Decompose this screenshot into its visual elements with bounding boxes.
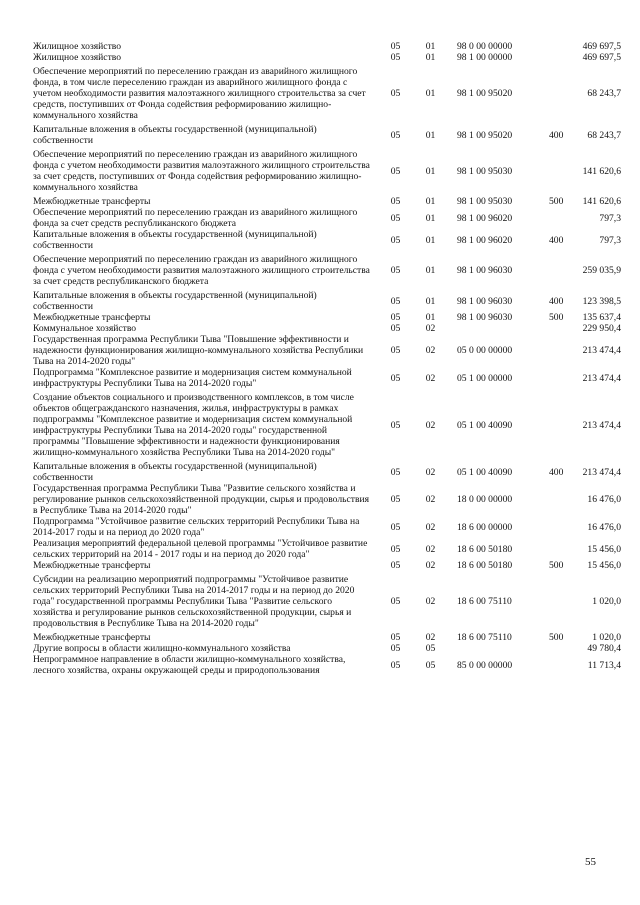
item-name: Обеспечение мероприятий по переселению граждан из аварийного жилищного фонда, в том числе переселению граждан из аварийного жилищного фонда с учетом необходимости развития малоэтажного жилищного строительства за счет средств, поступивших от Фонда содействия реформированию жилищно-коммунального хозяйства — [33, 66, 366, 121]
target-article-code: 98 1 00 95030 — [457, 196, 513, 207]
target-article-code: 98 1 00 95020 — [457, 88, 513, 99]
item-name: Жилищное хозяйство — [33, 41, 122, 52]
section-code: 05 — [390, 521, 401, 533]
target-article-code: 98 1 00 00000 — [457, 52, 513, 63]
section-code: 05 — [390, 659, 401, 671]
budget-table — [33, 41, 621, 676]
amount: 213 474,4 — [582, 372, 621, 384]
expense-type-code — [549, 389, 576, 458]
table-row — [33, 643, 621, 654]
subsection-code: 02 — [425, 494, 436, 505]
expense-type-code: 400 — [549, 295, 564, 307]
amount: 797,3 — [599, 234, 621, 246]
page-number: 55 — [585, 856, 596, 868]
table-row — [33, 629, 621, 643]
amount: 213 474,4 — [582, 466, 621, 478]
target-article-code: 18 6 00 00000 — [457, 521, 513, 533]
amount: 68 243,7 — [587, 129, 621, 141]
target-article-code: 98 1 00 95030 — [457, 165, 513, 177]
target-article-code: 85 0 00 00000 — [457, 659, 513, 671]
item-name: Создание объектов социального и производственного комплексов, в том числе объектов общегражданского назначения, жилья, инфраструктуры в рамках подпрограммы "Комплексное развитие и модернизация систем коммунальной инфраструктуры Республики Тыва на 2014-2020 годы" государственной программы "Повышение эффективности и надежности функционирования жилищно-коммунального хозяйства Республики Тыва на 2014-2020 годы" — [33, 392, 354, 458]
subsection-code: 02 — [425, 466, 436, 478]
amount: 259 035,9 — [582, 265, 621, 276]
table-row — [33, 287, 621, 312]
expense-type-code — [549, 63, 576, 121]
table-row — [33, 41, 621, 52]
item-name: Капитальные вложения в объекты государственной (муниципальной) собственности — [33, 290, 317, 312]
amount: 135 637,4 — [582, 312, 621, 323]
item-name: Жилищное хозяйство — [33, 52, 122, 63]
expense-type-code: 500 — [549, 632, 564, 643]
target-article-code: 18 6 00 50180 — [457, 560, 513, 571]
section-code: 05 — [390, 543, 401, 555]
table-row — [33, 193, 621, 207]
item-name: Субсидии на реализацию мероприятий подпрограммы "Устойчивое развитие сельских территорий Республики Тыва на 2014-2017 годы и на период до 2020 года" государственной программы Республики Тыва "Развитие сельского хозяйства и регулирование рынков сельскохозяйственной продукции, сырья и продовольствия в Республике Тыва на 2014-2020 годы" — [33, 574, 355, 629]
section-code: 05 — [390, 419, 401, 431]
subsection-code: 01 — [425, 41, 436, 52]
expense-type-code — [549, 323, 576, 334]
section-code: 05 — [390, 372, 401, 384]
amount: 213 474,4 — [582, 345, 621, 356]
subsection-code: 01 — [425, 234, 436, 246]
expense-type-code — [549, 643, 576, 654]
amount: 1 020,0 — [592, 596, 621, 607]
expense-type-code — [549, 334, 576, 367]
subsection-code: 05 — [425, 659, 436, 671]
table-row — [33, 334, 621, 367]
subsection-code: 02 — [425, 543, 436, 555]
subsection-code: 02 — [425, 632, 436, 643]
expense-type-code: 500 — [549, 196, 564, 207]
expense-type-code: 500 — [549, 312, 564, 323]
table-row — [33, 367, 621, 389]
item-name: Обеспечение мероприятий по переселению граждан из аварийного жилищного фонда с учетом необходимости развития малоэтажного жилищного строительства за счет средств, поступивших от Фонда содействия реформированию жилищно-коммунального хозяйства — [33, 149, 370, 193]
item-name: Подпрограмма "Комплексное развитие и модернизация систем коммунальной инфраструктуры Республики Тыва на 2014-2020 годы" — [33, 367, 352, 389]
subsection-code: 05 — [425, 643, 436, 654]
amount: 16 476,0 — [587, 494, 621, 505]
expense-type-code — [549, 538, 576, 560]
subsection-code: 01 — [425, 312, 436, 323]
target-article-code: 98 1 00 96020 — [457, 234, 513, 246]
section-code: 05 — [390, 129, 401, 141]
section-code: 05 — [390, 345, 401, 356]
expense-type-code — [549, 146, 576, 193]
table-row — [33, 121, 621, 146]
expense-type-code — [549, 207, 576, 229]
target-article-code: 98 0 00 00000 — [457, 41, 513, 52]
subsection-code: 01 — [425, 52, 436, 63]
target-article-code: 05 1 00 40090 — [457, 419, 513, 431]
section-code: 05 — [390, 41, 401, 52]
section-code: 05 — [390, 196, 401, 207]
item-name: Непрограммное направление в области жилищно-коммунального хозяйства, лесного хозяйства, охраны окружающей среды и природопользования — [33, 654, 346, 676]
amount: 15 456,0 — [587, 560, 621, 571]
section-code: 05 — [390, 323, 401, 334]
amount: 11 713,4 — [587, 659, 621, 671]
item-name: Межбюджетные трансферты — [33, 312, 151, 323]
section-code: 05 — [390, 643, 401, 654]
expense-type-code — [549, 483, 576, 516]
amount: 68 243,7 — [587, 88, 621, 99]
item-name: Другие вопросы в области жилищно-коммунального хозяйства — [33, 643, 291, 654]
item-name: Капитальные вложения в объекты государственной (муниципальной) собственности — [33, 229, 317, 251]
expense-type-code: 400 — [549, 466, 564, 478]
subsection-code: 02 — [425, 372, 436, 384]
subsection-code: 01 — [425, 88, 436, 99]
table-row — [33, 458, 621, 483]
target-article-code: 98 1 00 96020 — [457, 212, 513, 224]
table-row — [33, 516, 621, 538]
subsection-code: 02 — [425, 596, 436, 607]
section-code: 05 — [390, 52, 401, 63]
section-code: 05 — [390, 165, 401, 177]
amount: 469 697,5 — [582, 41, 621, 52]
item-name: Межбюджетные трансферты — [33, 632, 151, 643]
target-article-code: 18 6 00 75110 — [457, 632, 512, 643]
table-row — [33, 63, 621, 121]
table-row — [33, 229, 621, 251]
subsection-code: 02 — [425, 345, 436, 356]
expense-type-code — [549, 516, 576, 538]
section-code: 05 — [390, 234, 401, 246]
amount: 141 620,6 — [582, 196, 621, 207]
expense-type-code: 400 — [549, 234, 564, 246]
amount: 229 950,4 — [582, 323, 621, 334]
target-article-code: 98 1 00 96030 — [457, 312, 513, 323]
expense-type-code — [549, 41, 576, 52]
subsection-code: 02 — [425, 323, 436, 334]
item-name: Реализация мероприятий федеральной целевой программы "Устойчивое развитие сельских территорий на 2014 - 2017 годы и на период до 2020 года" — [33, 538, 368, 560]
amount: 49 780,4 — [587, 643, 621, 654]
section-code: 05 — [390, 295, 401, 307]
section-code: 05 — [390, 466, 401, 478]
section-code: 05 — [390, 212, 401, 224]
expense-type-code — [549, 571, 576, 629]
table-row — [33, 389, 621, 458]
section-code: 05 — [390, 596, 401, 607]
subsection-code: 01 — [425, 196, 436, 207]
target-article-code — [443, 643, 549, 654]
target-article-code: 05 0 00 00000 — [457, 345, 513, 356]
section-code: 05 — [390, 88, 401, 99]
amount: 123 398,5 — [582, 295, 621, 307]
expense-type-code: 500 — [549, 560, 564, 571]
table-row — [33, 207, 621, 229]
amount: 213 474,4 — [582, 419, 621, 431]
section-code: 05 — [390, 265, 401, 276]
table-row — [33, 654, 621, 676]
item-name: Межбюджетные трансферты — [33, 196, 151, 207]
subsection-code: 01 — [425, 165, 436, 177]
target-article-code: 18 6 00 50180 — [457, 543, 513, 555]
amount: 15 456,0 — [587, 543, 621, 555]
expense-type-code — [549, 367, 576, 389]
section-code: 05 — [390, 560, 401, 571]
item-name: Межбюджетные трансферты — [33, 560, 151, 571]
target-article-code: 18 6 00 75110 — [457, 596, 512, 607]
target-article-code: 05 1 00 40090 — [457, 466, 513, 478]
subsection-code: 01 — [425, 212, 436, 224]
subsection-code: 02 — [425, 560, 436, 571]
table-row — [33, 52, 621, 63]
table-row — [33, 560, 621, 571]
subsection-code: 01 — [425, 265, 436, 276]
item-name: Подпрограмма "Устойчивое развитие сельских территорий Республики Тыва на 2014-2017 годы и на период до 2020 года" — [33, 516, 360, 538]
item-name: Обеспечение мероприятий по переселению граждан из аварийного жилищного фонда за счет средств республиканского бюджета — [33, 207, 358, 229]
subsection-code: 02 — [425, 521, 436, 533]
subsection-code: 01 — [425, 129, 436, 141]
expense-type-code — [549, 52, 576, 63]
table-row — [33, 538, 621, 560]
table-row — [33, 146, 621, 193]
section-code: 05 — [390, 632, 401, 643]
expense-type-code — [549, 654, 576, 676]
amount: 469 697,5 — [582, 52, 621, 63]
expense-type-code — [549, 251, 576, 287]
target-article-code: 98 1 00 96030 — [457, 265, 513, 276]
table-row — [33, 251, 621, 287]
target-article-code: 18 0 00 00000 — [457, 494, 513, 505]
table-row — [33, 571, 621, 629]
amount: 797,3 — [599, 212, 621, 224]
amount: 16 476,0 — [587, 521, 621, 533]
table-row — [33, 323, 621, 334]
subsection-code: 01 — [425, 295, 436, 307]
item-name: Капитальные вложения в объекты государственной (муниципальной) собственности — [33, 124, 317, 146]
item-name: Государственная программа Республики Тыва "Развитие сельского хозяйства и регулирование рынков сельскохозяйственной продукции, сырья и продовольствия в Республике Тыва на 2014-2020 годы" — [33, 483, 370, 516]
expense-type-code: 400 — [549, 129, 564, 141]
item-name: Капитальные вложения в объекты государственной (муниципальной) собственности — [33, 461, 317, 483]
item-name: Государственная программа Республики Тыва "Повышение эффективности и надежности функционирования жилищно-коммунального хозяйства Республики Тыва на 2014-2020 годы" — [33, 334, 364, 367]
amount: 141 620,6 — [582, 165, 621, 177]
target-article-code: 98 1 00 96030 — [457, 295, 513, 307]
item-name: Обеспечение мероприятий по переселению граждан из аварийного жилищного фонда с учетом необходимости развития малоэтажного жилищного строительства за счет средств республиканского бюджета — [33, 254, 370, 287]
section-code: 05 — [390, 494, 401, 505]
amount: 1 020,0 — [592, 632, 621, 643]
table-row — [33, 483, 621, 516]
item-name: Коммунальное хозяйство — [33, 323, 137, 334]
table-row — [33, 312, 621, 323]
target-article-code — [443, 323, 549, 334]
target-article-code: 98 1 00 95020 — [457, 129, 513, 141]
section-code: 05 — [390, 312, 401, 323]
subsection-code: 02 — [425, 419, 436, 431]
target-article-code: 05 1 00 00000 — [457, 372, 513, 384]
